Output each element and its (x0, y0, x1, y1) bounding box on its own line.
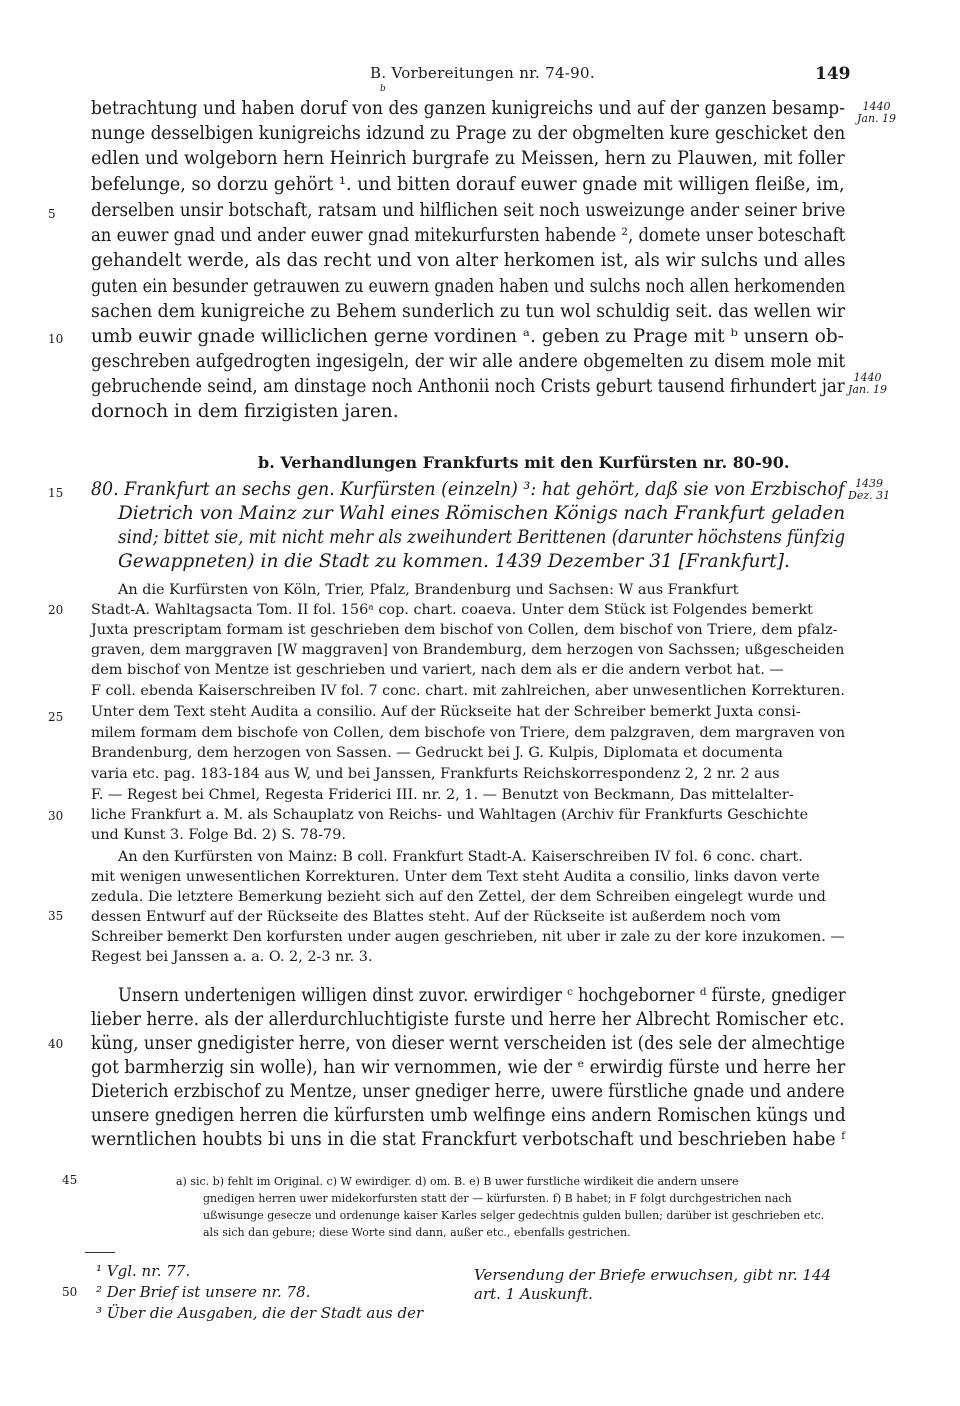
apparatus-line: Stadt-A. Wahltagsacta Tom. II fol. 156ᵃ cop. chart. coaeva. Unter dem Stück ist Folgendes bemerkt (91, 602, 813, 618)
footnote: Versendung der Briefe erwuchsen, gibt nr. 144 (474, 1266, 832, 1284)
text-line: befelunge, so dorzu gehört ¹. und bitten dorauf euwer gnade mit willigen fleiße, im, (91, 174, 845, 195)
margin-date: 1439 Dez. 31 (848, 477, 891, 502)
small-mark: b (380, 84, 386, 94)
apparatus-line: Juxta prescriptam formam ist geschrieben dem bischof von Collen, dem bischof von Triere, dem pfalz- (91, 622, 838, 638)
apparatus-line: milem formam dem bischofe von Collen, dem bischofe von Triere, dem palzgraven, dem margraven von (91, 725, 846, 741)
line-number: 30 (48, 809, 64, 823)
text-line: geschreben aufgedrogten ingesigeln, der wir alle andere obgemelten zu disem mole mit (91, 351, 846, 372)
text-line: sachen dem kunigreiche zu Behem sunderlich zu tun wol schuldig seit. das wellen wir (91, 301, 845, 322)
variant-line: a) sic. b) fehlt im Original. c) W ewirdiger. d) om. B. e) B uwer furstliche wirdikeit die andern unsere (176, 1175, 739, 1188)
section-heading: b. Verhandlungen Frankfurts mit den Kurfürsten nr. 80-90. (258, 453, 790, 472)
apparatus-line: liche Frankfurt a. M. als Schauplatz von Reichs- und Wahltagen (Archiv für Frankfurts Geschichte (91, 807, 809, 823)
line-number: 20 (48, 603, 64, 617)
text-line: lieber herre. als der allerdurchluchtigiste furste und herre her Albrecht Romischer etc. (91, 1009, 845, 1030)
text-line: gebruchende seind, am dinstage noch Anthonii noch Crists geburt tausend firhundert jar (91, 376, 845, 397)
margin-date: 1440 Jan. 19 (857, 100, 897, 125)
text-line: an euwer gnad und ander euwer gnad mitekurfursten habende ², domete unser boteschaft (91, 225, 846, 246)
margin-date: 1440 Jan. 19 (848, 371, 888, 396)
footnote: ² Der Brief ist unsere nr. 78. (96, 1283, 311, 1301)
apparatus-line: F. — Regest bei Chmel, Regesta Friderici III. nr. 2, 1. — Benutzt von Beckmann, Das mittelalter- (91, 787, 794, 803)
page-number: 149 (815, 64, 851, 84)
heading-line: Gewappneten) in die Stadt zu kommen. 1439 Dezember 31 [Frankfurt]. (118, 551, 790, 572)
apparatus-line: dessen Entwurf auf der Rückseite des Blattes steht. Auf der Rückseite ist außerdem noch vom (91, 909, 781, 925)
apparatus-line: An die Kurfürsten von Köln, Trier, Pfalz, Brandenburg und Sachsen: W aus Frankfurt (118, 582, 739, 598)
apparatus-line: An den Kurfürsten von Mainz: B coll. Frankfurt Stadt-A. Kaiserschreiben IV fol. 6 conc. chart. (118, 849, 803, 865)
line-number: 35 (48, 909, 64, 923)
apparatus-line: Regest bei Janssen a. a. O. 2, 2-3 nr. 3. (91, 949, 373, 965)
apparatus-line: zedula. Die letztere Bemerkung bezieht sich auf den Zettel, der dem Schreiben eingelegt wurde und (91, 889, 826, 905)
heading-line: 80. Frankfurt an sechs gen. Kurfürsten (einzeln) ³: hat gehört, daß sie von Erzbischof (91, 479, 845, 500)
apparatus-line: varia etc. pag. 183-184 aus W, und bei Janssen, Frankfurts Reichskorrespondenz 2, 2 nr. 2 aus (91, 766, 780, 782)
apparatus-line: Brandenburg, dem herzogen von Sassen. — Gedruckt bei J. G. Kulpis, Diplomata et documenta (91, 745, 783, 761)
apparatus-line: Unter dem Text steht Audita a consilio. Auf der Rückseite hat der Schreiber bemerkt Juxta consi- (91, 704, 801, 720)
apparatus-line: F coll. ebenda Kaiserschreiben IV fol. 7 conc. chart. mit zahlreichen, aber unwesentlichen Korrekturen. (91, 683, 845, 699)
text-line: gehandelt werde, als das recht und von alter herkomen ist, als wir sulchs und alles (91, 250, 846, 271)
variant-line: ußwisunge gesecze und ordenunge kaiser Karles selger gedechtnis gulden bullen; darüber ist geschrieben etc. (203, 1209, 825, 1222)
line-number: 5 (48, 207, 56, 221)
line-number: 50 (62, 1285, 78, 1299)
footnote: art. 1 Auskunft. (474, 1285, 593, 1303)
running-title: B. Vorbereitungen nr. 74-90. (370, 64, 595, 82)
text-line: Dieterich erzbischof zu Mentze, unser gnediger herre, uwere fürstliche gnade und andere (91, 1081, 845, 1102)
text-line: dornoch in dem firzigisten jaren. (91, 401, 399, 422)
line-number: 10 (48, 332, 64, 346)
text-line: umb euwir gnade williclichen gerne vordinen ᵃ. geben zu Prage mit ᵇ unsern ob- (91, 326, 844, 347)
apparatus-line: und Kunst 3. Folge Bd. 2) S. 78-79. (91, 827, 346, 843)
text-line: got barmherzig sin wolle), han wir vernommen, wie der ᵉ erwirdig fürste und herre her (91, 1057, 846, 1078)
text-line: guten ein besunder getrauwen zu euwern gnaden haben und sulchs noch allen herkomenden (91, 276, 846, 297)
apparatus-line: graven, dem marggraven [W maggraven] von Brandemburg, dem herzogen von Sachssen; ußgescheiden (91, 642, 845, 658)
text-line: derselben unsir botschaft, ratsam und hilflichen seit noch usweizunge ander seiner brive (91, 200, 846, 221)
line-number: 15 (48, 486, 64, 500)
text-line: Unsern undertenigen willigen dinst zuvor. erwirdiger ᶜ hochgeborner ᵈ fürste, gnediger (118, 985, 846, 1006)
footnote: ¹ Vgl. nr. 77. (96, 1262, 191, 1280)
text-line: küng, unser gnedigister herre, von dieser wernt verscheiden ist (des sele der almechtige (91, 1033, 846, 1054)
apparatus-line: dem bischof von Mentze ist geschrieben und variert, nach dem als er die andern verbot hat. — (91, 662, 784, 678)
apparatus-line: mit wenigen unwesentlichen Korrekturen. Unter dem Text steht Audita a consilio, links davon verte (91, 869, 820, 885)
line-number: 25 (48, 710, 64, 724)
heading-line: Dietrich von Mainz zur Wahl eines Römischen Königs nach Frankfurt geladen (118, 503, 846, 524)
footnote: ³ Über die Ausgaben, die der Stadt aus der (96, 1304, 424, 1322)
text-line: nunge desselbigen kunigreichs idzund zu Prage zu der obgmelten kure geschicket den (91, 123, 846, 144)
variant-line: gnedigen herren uwer midekorfursten statt der — kürfursten. f) B habet; in F folgt durchgestrichen nach (203, 1192, 792, 1205)
apparatus-line: Schreiber bemerkt Den korfursten under augen geschrieben, nit uber ir zale zu der kore inzukomen. — (91, 929, 845, 945)
text-line: edlen und wolgeborn hern Heinrich burgrafe zu Meissen, hern zu Plauwen, mit foller (91, 148, 845, 169)
text-line: betrachtung und haben doruf von des ganzen kunigreichs und auf der ganzen besamp- (91, 98, 845, 119)
footnote-separator (85, 1252, 115, 1253)
text-line: werntlichen houbts bi uns in die stat Franckfurt verbotschaft und beschrieben habe ᶠ (91, 1129, 846, 1150)
line-number: 45 (62, 1173, 78, 1187)
heading-line: sind; bittet sie, mit nicht mehr als zweihundert Berittenen (darunter höchstens fünfzig (118, 527, 846, 548)
variant-line: als sich dan gebure; diese Worte sind dann, außer etc., ebenfalls gestrichen. (203, 1226, 631, 1239)
line-number: 40 (48, 1037, 64, 1051)
text-line: unsere gnedigen herren die kürfursten umb welfinge eins andern Romischen küngs und (91, 1105, 846, 1126)
